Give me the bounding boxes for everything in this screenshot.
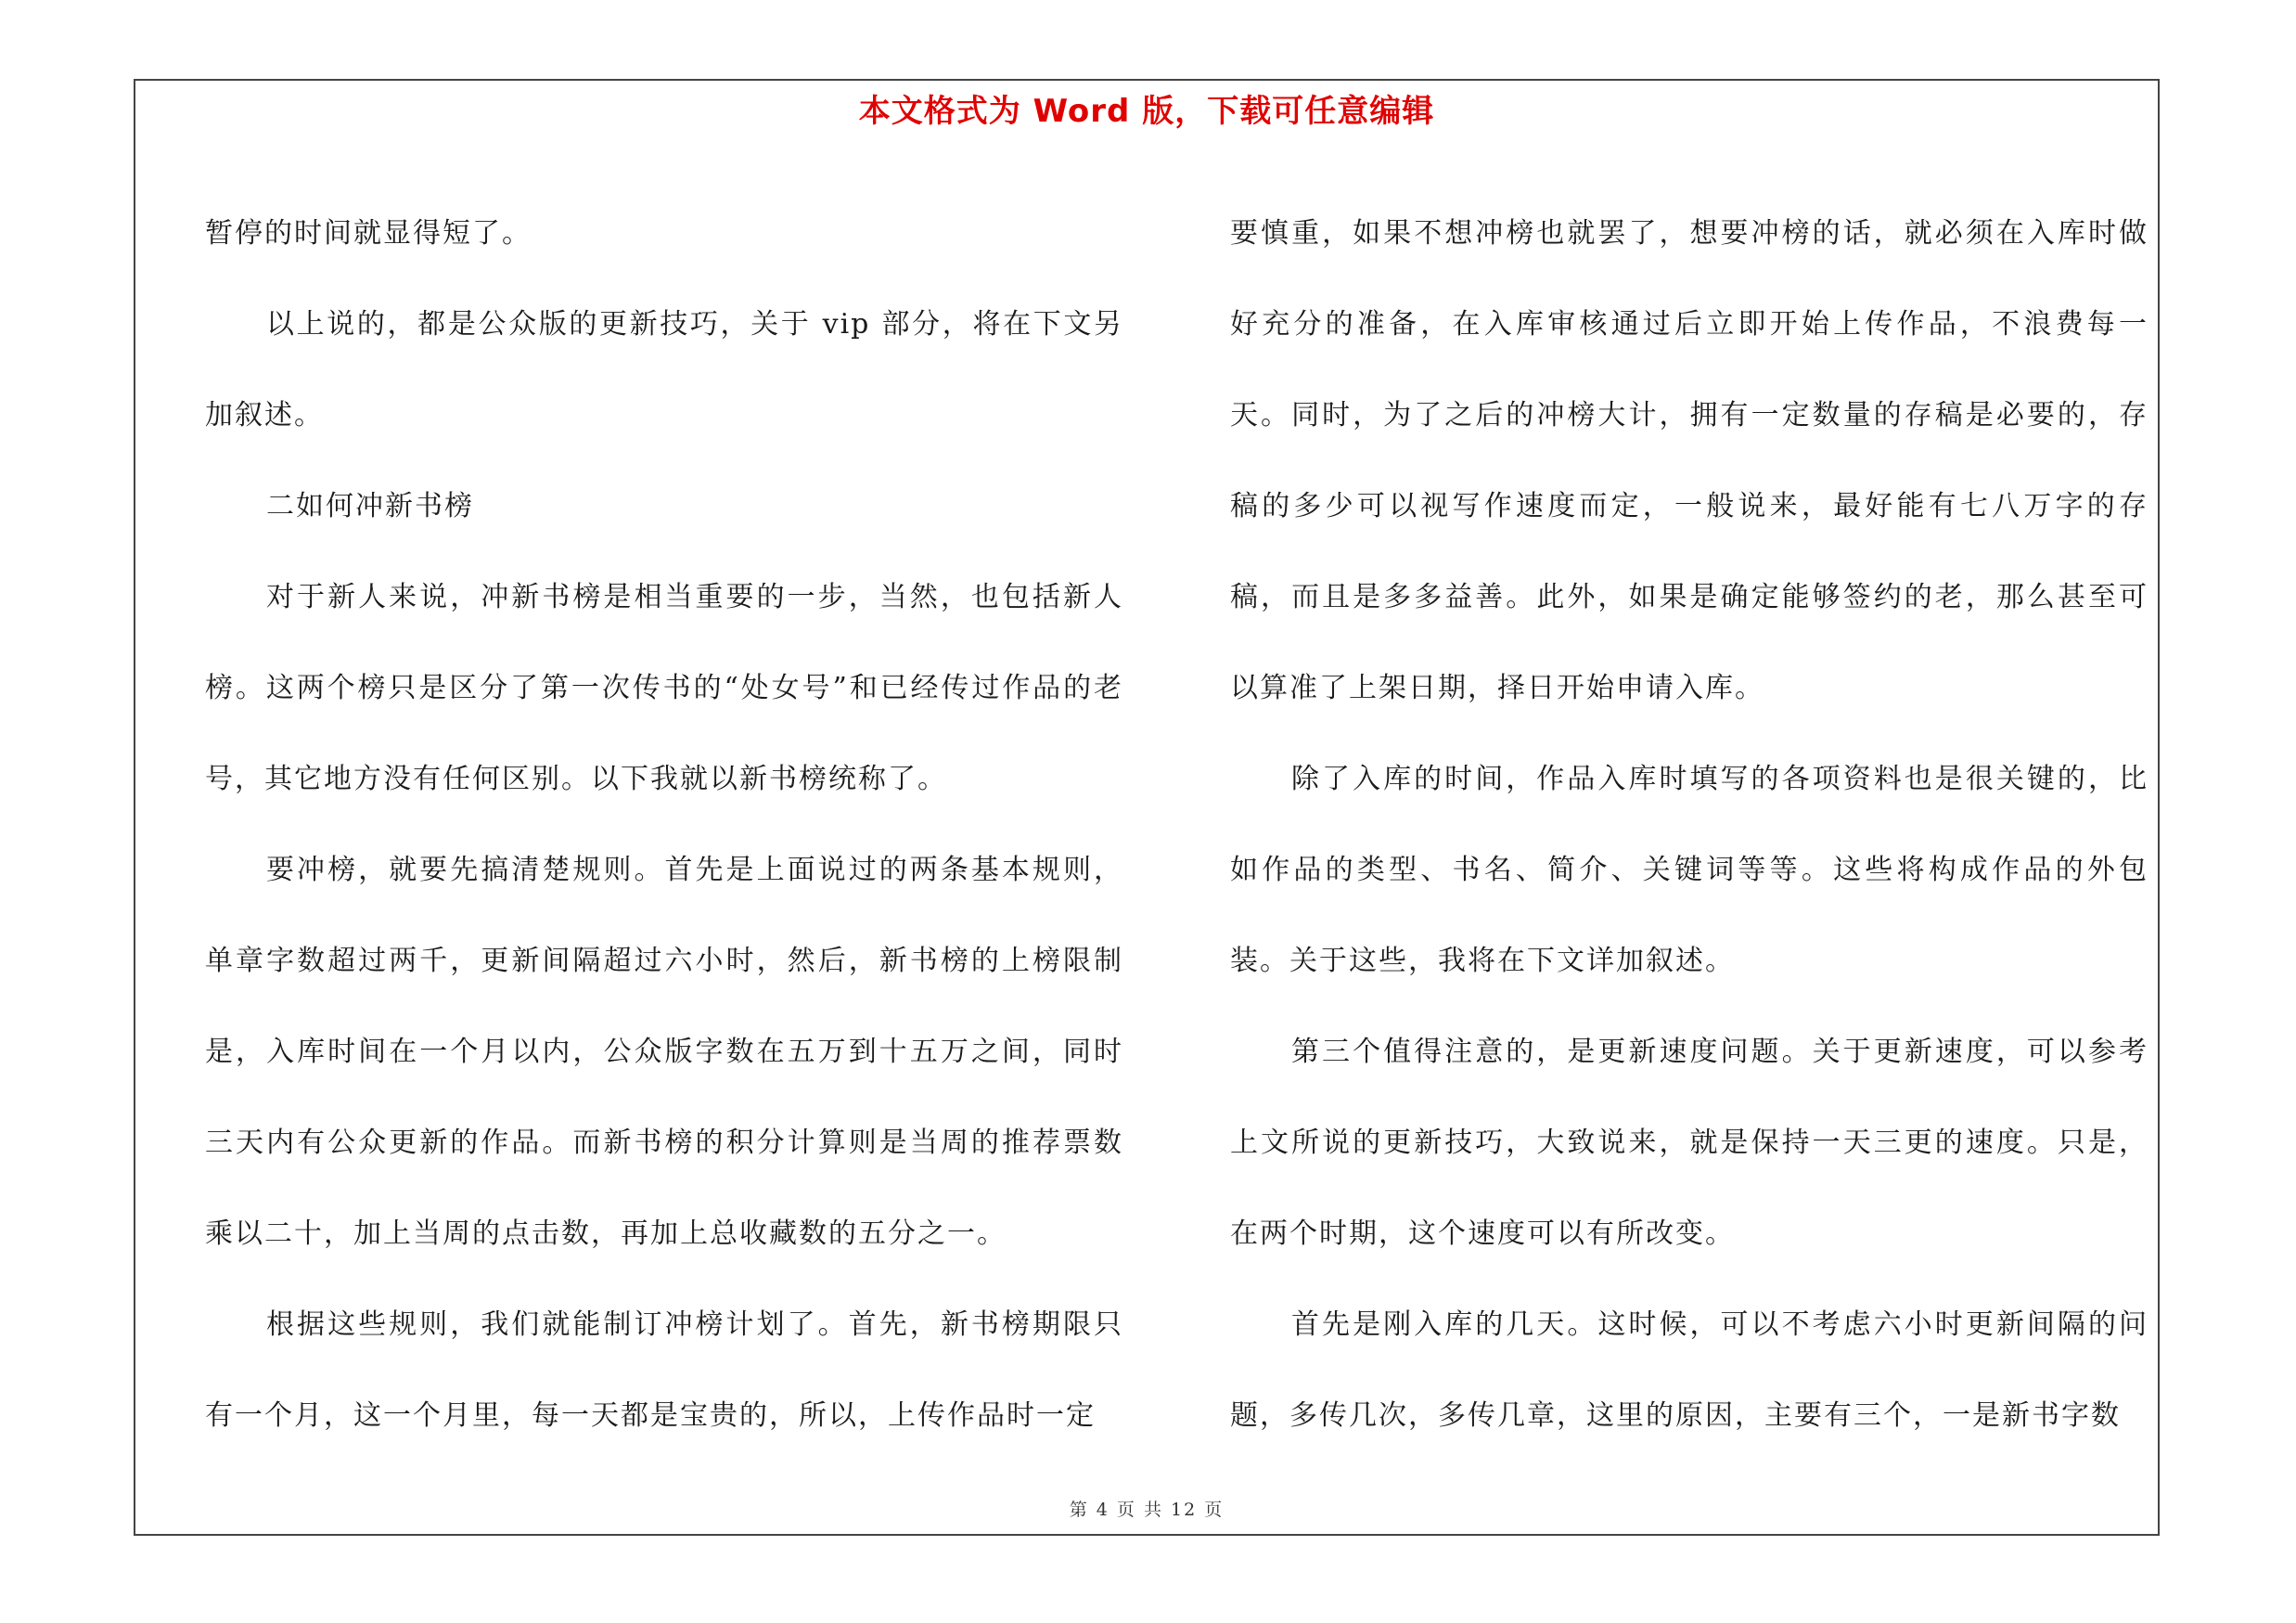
paragraph: 第三个值得注意的，是更新速度问题。关于更新速度，可以参考上文所说的更新技巧，大致说来，就是保持一天三更的速度。只是，在两个时期，这个速度可以有所改变。 bbox=[1230, 1036, 2148, 1250]
left-column bbox=[205, 188, 1123, 1462]
paragraph: 对于新人来说，冲新书榜是相当重要的一步，当然，也包括新人榜。这两个榜只是区分了第一次传书的“处女号”和已经传过作品的老号，其它地方没有任何区别。以下我就以新书榜统称了。 bbox=[205, 581, 1123, 795]
right-column bbox=[1230, 188, 2148, 1462]
paragraph: 要慎重，如果不想冲榜也就罢了，想要冲榜的话，就必须在入库时做好充分的准备，在入库审核通过后立即开始上传作品，不浪费每一天。同时，为了之后的冲榜大计，拥有一定数量的存稿是必要的，存稿的多少可以视写作速度而定，一般说来，最好能有七八万字的存稿，而且是多多益善。此外，如果是确定能够签约的老，那么甚至可以算准了上架日期，择日开始申请入库。 bbox=[1230, 217, 2148, 704]
paragraph: 以上说的，都是公众版的更新技巧，关于 vip 部分，将在下文另加叙述。 bbox=[205, 308, 1123, 432]
page-frame bbox=[134, 79, 2160, 1536]
paragraph: 要冲榜，就要先搞清楚规则。首先是上面说过的两条基本规则，单章字数超过两千，更新间隔超过六小时，然后，新书榜的上榜限制是，入库时间在一个月以内，公众版字数在五万到十五万之间，同时三天内有公众更新的作品。而新书榜的积分计算则是当周的推荐票数乘以二十，加上当周的点击数，再加上总收藏数的五分之一。 bbox=[205, 854, 1123, 1250]
paragraph: 根据这些规则，我们就能制订冲榜计划了。首先，新书榜期限只有一个月，这一个月里，每一天都是宝贵的，所以，上传作品时一定 bbox=[205, 1308, 1123, 1432]
paragraph: 首先是刚入库的几天。这时候，可以不考虑六小时更新间隔的问题，多传几次，多传几章，这里的原因，主要有三个，一是新书字数 bbox=[1230, 1308, 2148, 1432]
paragraph: 暂停的时间就显得短了。 bbox=[205, 217, 532, 250]
paragraph: 除了入库的时间，作品入库时填写的各项资料也是很关键的，比如作品的类型、书名、简介、关键词等等。这些将构成作品的外包装。关于这些，我将在下文详加叙述。 bbox=[1230, 763, 2148, 977]
section-heading: 二如何冲新书榜 bbox=[266, 490, 474, 522]
format-banner: 本文格式为 Word 版，下载可任意编辑 bbox=[858, 93, 1435, 130]
page-number-footer: 第 4 页 共 12 页 bbox=[1069, 1500, 1225, 1520]
